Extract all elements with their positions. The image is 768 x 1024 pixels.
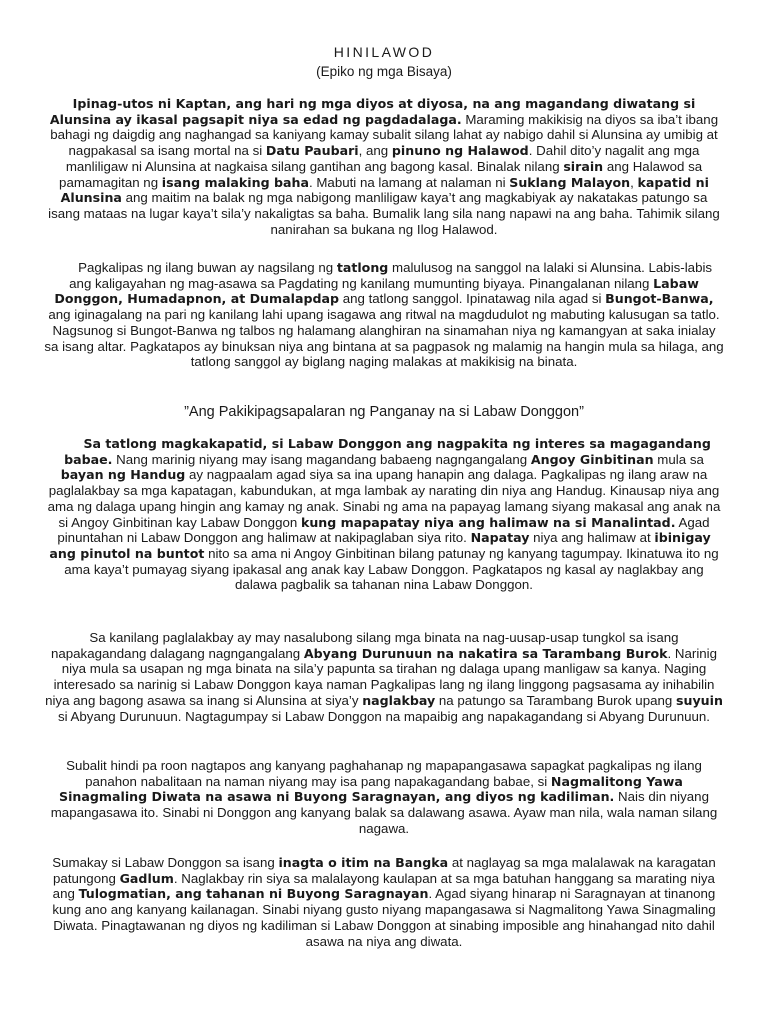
- text-run: si Abyang Durunuun. Nagtagumpay si Labaw Donggon na mapaibig ang napakagandang si Abyang Durunuun.: [57, 708, 711, 724]
- text-run: Maraming makikisig na diyos sa iba’t ibang bahagi ng daigdig ang naghangad sa kaniyang kamay subalit silang lahat ay nabigo dahil si Alunsina ay umibig at nagpakasal sa isang mortal na si: [50, 111, 719, 159]
- text-run: . Narinig niya mula sa usapan ng mga binata na sila’y papunta sa tirahan ng dalaga upang manligaw sa kanya. Naging interesado sa narinig si Labaw Donggon kaya naman Pagkalipas lang ng ilang linggong pagsasama ay inihabilin niya ang bagong asawa sa inang si Alunsina at siya’y: [45, 645, 718, 708]
- bold-text-run: bayan ng Handug: [60, 467, 186, 483]
- paragraph-1: [44, 96, 724, 237]
- bold-text-run: Tulogmatian, ang tahanan ni Buyong Saragnayan: [78, 886, 429, 902]
- text-run: ang tatlong sanggol. Ipinatawag nila agad si: [339, 291, 606, 307]
- text-run: ,: [630, 174, 638, 190]
- paragraph-6: [44, 855, 724, 949]
- bold-text-run: Ipinag-utos ni Kaptan, ang hari ng mga diyos at diyosa, na ang magandang diwatang si Alunsina ay ikasal pagsapit niya sa edad ng pagdadalaga.: [49, 96, 696, 127]
- bold-text-run: Sa tatlong magkakapatid, si Labaw Donggon ang nagpakita ng interes sa magagandang babae.: [57, 436, 711, 467]
- bold-text-run: pinuno ng Halawod: [391, 143, 529, 159]
- text-run: ang Halawod sa pamamagitan ng: [59, 158, 703, 190]
- bold-text-run: Suklang Malayon: [509, 174, 631, 190]
- text-run: ang maitim na balak ng mga nabigong manliligaw kaya’t ang magkabiyak ay nakatakas patungo sa isang mataas na lugar kaya’t sila’y nakaligtas sa baha. Bumalik lang sila nang napawi na ang baha. Tahimik silang nanirahan sa bukana ng Ilog Halawod.: [48, 190, 720, 237]
- bold-text-run: ibinigay ang pinutol na buntot: [49, 530, 711, 561]
- text-run: Nais din niyang mapangasawa ito. Sinabi ni Donggon ang kanyang balak sa dalawang asawa. Ayaw man nila, wala naman silang nagawa.: [50, 789, 718, 836]
- text-run: ay nagpaalam agad siya sa ina upang hanapin ang dalaga. Pagkalipas ng ilang araw na paglalakbay sa mga kapatagan, kabundukan, at mga lambak ay narating din niya ang Handug. Kinausap niya ang ama ng dalaga upang hingin ang kamay ng anak. Sinabi ng ama na papayag lamang siyang makasal ang anak na si Angoy Ginbitinan kay Labaw Donggon: [47, 467, 721, 530]
- text-run: at naglayag sa mga malalawak na karagatan patungong: [53, 855, 716, 886]
- bold-text-run: kung mapapatay niya ang halimaw na si Manalintad.: [300, 514, 676, 530]
- text-run: . Agad siyang hinarap ni Saragnayan at tinanong kung ano ang kanyang kailanagan. Sinabi niyang gusto niyang mapangasawa si Nagmalitong Yawa Sinagmaling Diwata. Pinagtawanan ng diyos ng kadiliman si Labaw Donggon at sinabing imposible ang hinahangad nito dahil asawa na niya ang diwata.: [52, 886, 716, 949]
- paragraph-2: [44, 260, 724, 370]
- bold-text-run: sirain: [563, 158, 604, 174]
- text-run: Nang marinig niyang may isang magandang babaeng nagngangalang: [112, 451, 531, 467]
- bold-text-run: Napatay: [470, 530, 530, 546]
- paragraph-4: [44, 630, 724, 724]
- paragraph-5: [44, 758, 724, 837]
- bold-text-run: Datu Paubari: [265, 143, 359, 159]
- section-heading: ”Ang Pakikipagsapalaran ng Panganay na si Labaw Donggon”: [184, 404, 584, 420]
- text-run: Subalit hindi pa roon nagtapos ang kanyang paghahanap ng mapapangasawa sapagkat pagkalipas ng ilang panahon nabalitaan na naman niyang may isa pang napakagandang babae, si: [66, 758, 702, 789]
- bold-text-run: tatlong: [336, 260, 389, 275]
- text-run: niya ang halimaw at: [529, 530, 655, 546]
- paragraph-3: [44, 436, 724, 593]
- bold-text-run: Labaw Donggon, Humadapnon, at Dumalapdap: [54, 275, 699, 307]
- text-run: , ang: [358, 143, 392, 159]
- text-run: mula sa: [653, 451, 704, 467]
- bold-text-run: Abyang Durunuun na nakatira sa Tarambang Burok: [303, 645, 668, 661]
- bold-text-run: Bungot-Banwa,: [605, 291, 714, 307]
- bold-text-run: naglakbay: [362, 692, 436, 708]
- document-subtitle: (Epiko ng mga Bisaya): [316, 64, 452, 79]
- text-run: nito sa ama ni Angoy Ginbitinan bilang patunay ng kanyang tagumpay. Ikinatuwa ito ng ama kaya’t pumayag siyang ipakasal ang anak kay Labaw Donggon. Pagkatapos ng kasal ay naglakbay ang dalawa pagbalik sa tahanan nina Labaw Donggon.: [64, 545, 719, 593]
- bold-text-run: inagta o itim na Bangka: [278, 855, 449, 870]
- bold-text-run: Gadlum: [119, 870, 174, 886]
- text-run: Sumakay si Labaw Donggon sa isang: [52, 855, 279, 870]
- bold-text-run: isang malaking baha: [161, 174, 309, 190]
- bold-text-run: suyuin: [675, 692, 723, 708]
- text-run: . Mabuti na lamang at nalaman ni: [308, 174, 510, 190]
- text-run: . Naglakbay rin siya sa malalayong kaulapan at sa mga batuhan hanggang sa marating niya ang: [52, 870, 715, 902]
- document-title: HINILAWOD: [333, 44, 435, 60]
- text-run: na patungo sa Tarambang Burok upang: [435, 692, 676, 708]
- text-run: Agad pinuntahan ni Labaw Donggon ang halimaw at nakipaglaban siya rito.: [57, 514, 710, 546]
- bold-text-run: Angoy Ginbitinan: [530, 451, 654, 467]
- text-run: Sa kanilang paglalakbay ay may nasalubong silang mga binata na nag-uusap-usap tungkol sa isang napakagandang dalagang nagngangalang: [50, 630, 679, 661]
- text-run: Pagkalipas ng ilang buwan ay nagsilang ng: [55, 260, 337, 275]
- bold-text-run: kapatid ni Alunsina: [60, 174, 709, 206]
- text-run: ang iginagalang na pari ng kanilang lahi upang isagawa ang ritwal na magdudulot ng mabuting kalusugan sa tatlo. Nagsunog si Bungot-Banwa ng talbos ng halamang alanghiran na sinamahan niya ng kamangyan at saka inialay sa isang altar. Pagkatapos ay binuksan niya ang bintana at sa pagpasok ng malamig na hangin mula sa hilaga, ang tatlong sanggol ay biglang naging malakas at makikisig na binata.: [44, 307, 724, 370]
- text-run: malulusog na sanggol na lalaki si Alunsina. Labis-labis ang kaligayahan ng mag-asawa sa Pagdating ng kanilang mumunting biyaya. Pinangalanan nilang: [69, 260, 713, 291]
- bold-text-run: Nagmalitong Yawa Sinagmaling Diwata na asawa ni Buyong Saragnayan, ang diyos ng kadiliman.: [59, 773, 683, 805]
- text-run: . Dahil dito’y nagalit ang mga manliligaw ni Alunsina at nagkaisa silang gantihan ang bagong kasal. Binalak nilang: [65, 143, 700, 174]
